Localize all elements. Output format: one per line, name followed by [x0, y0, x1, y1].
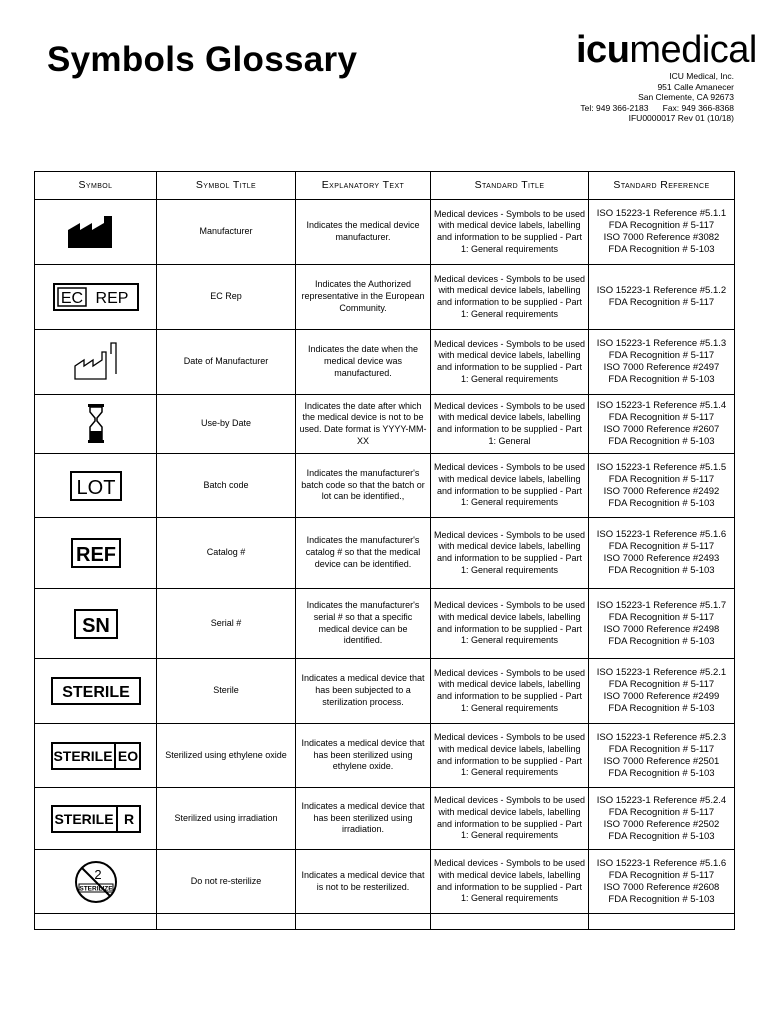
reference-line: ISO 7000 Reference #2607: [603, 424, 720, 435]
logo-text-medical: medical: [629, 29, 757, 71]
reference-line: FDA Recognition # 5-103: [608, 703, 715, 714]
standard-title: Medical devices - Symbols to be used with medical device labels, labelling and information to be supplied - Part 1: General requirements: [431, 850, 589, 914]
column-header-standard-reference: Standard Reference: [589, 172, 735, 200]
symbol-title: Sterile: [157, 659, 296, 724]
symbol-cell: [35, 850, 157, 914]
reference-line: FDA Recognition # 5-117: [608, 541, 715, 552]
standard-reference: [589, 659, 735, 724]
standard-reference: [589, 200, 735, 265]
explanatory-text: Indicates a medical device that is not to be resterilized.: [296, 850, 431, 914]
reference-line: ISO 15223-1 Reference #5.2.1: [596, 667, 727, 678]
sterilize-text: STERILIZE: [78, 885, 113, 892]
sterile-eo-icon: [51, 742, 141, 770]
address-line: IFU0000017 Rev 01 (10/18): [628, 113, 734, 123]
sterile-r-icon: [51, 805, 141, 833]
reference-line: FDA Recognition # 5-117: [608, 611, 715, 623]
lot-icon-text: LOT: [76, 476, 115, 499]
symbol-cell: [35, 330, 157, 395]
explanatory-text: Indicates the Authorized representative in the European Community.: [296, 265, 431, 330]
reference-line: ISO 7000 Reference #3082: [603, 232, 720, 243]
empty-cell: [296, 914, 431, 930]
empty-cell: [589, 914, 735, 930]
standard-title: Medical devices - Symbols to be used with medical device labels, labelling and information to be supplied - Part 1: General: [431, 395, 589, 454]
sn-icon-text: SN: [81, 614, 110, 637]
sterile-eo-text: STERILE: [52, 747, 113, 764]
use-by-date-icon: [86, 403, 106, 445]
symbol-cell: [35, 518, 157, 589]
reference-line: FDA Recognition # 5-103: [608, 436, 715, 447]
reference-line: ISO 15223-1 Reference #5.1.7: [596, 599, 727, 611]
standard-reference: [589, 850, 735, 914]
reference-line: ISO 7000 Reference #2608: [603, 881, 720, 893]
standard-reference: [589, 788, 735, 850]
reference-line: ISO 7000 Reference #2492: [603, 485, 720, 497]
ref-icon-text: REF: [75, 544, 116, 566]
reference-line: FDA Recognition # 5-103: [608, 893, 715, 905]
table-row: [35, 200, 735, 265]
do-not-resterilize-icon: [73, 859, 119, 905]
address-line: Tel: 949 366-2183 Fax: 949 366-8368: [580, 102, 734, 113]
table-row: [35, 330, 735, 395]
standard-title: Medical devices - Symbols to be used with medical device labels, labelling and information to be supplied - Part 1: General requirements: [431, 659, 589, 724]
reference-line: FDA Recognition # 5-117: [608, 679, 715, 690]
explanatory-text: Indicates the medical device manufacturer.: [296, 200, 431, 265]
date-of-manufacture-icon: [73, 342, 119, 382]
reference-line: FDA Recognition # 5-117: [608, 869, 715, 881]
reference-line: FDA Recognition # 5-103: [608, 565, 715, 576]
table-row: [35, 788, 735, 850]
reference-line: FDA Recognition # 5-103: [608, 244, 715, 255]
standard-reference: [589, 454, 735, 518]
ec-text: EC: [60, 290, 83, 307]
reference-line: ISO 15223-1 Reference #5.1.2: [596, 285, 727, 296]
reference-line: FDA Recognition # 5-103: [608, 767, 715, 779]
reference-line: FDA Recognition # 5-117: [608, 412, 715, 423]
explanatory-text: Indicates a medical device that has been subjected to a sterilization process.: [296, 659, 431, 724]
explanatory-text: Indicates the date when the medical device was manufactured.: [296, 330, 431, 395]
reference-line: ISO 15223-1 Reference #5.1.6: [596, 857, 727, 869]
standard-title: Medical devices - Symbols to be used with medical device labels, labelling and information to be supplied - Part 1: General requirements: [431, 724, 589, 788]
reference-line: FDA Recognition # 5-117: [608, 743, 715, 755]
standard-reference: [589, 518, 735, 589]
standard-title: Medical devices - Symbols to be used with medical device labels, labelling and information to be supplied - Part 1: General requirements: [431, 330, 589, 395]
reference-line: ISO 7000 Reference #2497: [603, 362, 720, 373]
explanatory-text: Indicates the date after which the medical device is not to be used. Date format is YYYY-MM-XX: [296, 395, 431, 454]
reference-line: FDA Recognition # 5-117: [608, 473, 715, 485]
symbol-title: Serial #: [157, 589, 296, 659]
table-row: [35, 724, 735, 788]
address-line: 951 Calle Amanecer: [657, 81, 734, 92]
empty-cell: [431, 914, 589, 930]
reference-line: ISO 7000 Reference #2493: [603, 553, 720, 564]
table-header-row: [35, 172, 735, 200]
reference-line: ISO 15223-1 Reference #5.1.4: [596, 400, 727, 411]
address-line: San Clemente, CA 92673: [638, 92, 734, 102]
sn-icon: [74, 609, 118, 639]
reference-line: FDA Recognition # 5-103: [608, 635, 715, 647]
reference-line: FDA Recognition # 5-117: [608, 806, 715, 818]
reference-line: FDA Recognition # 5-117: [608, 350, 715, 361]
symbol-cell: [35, 724, 157, 788]
standard-title: Medical devices - Symbols to be used with medical device labels, labelling and information to be supplied - Part 1: General requirements: [431, 200, 589, 265]
reference-line: ISO 15223-1 Reference #5.1.6: [596, 529, 727, 540]
explanatory-text: Indicates the manufacturer's batch code so that the batch or lot can be identified.,: [296, 454, 431, 518]
symbol-title: Date of Manufacturer: [157, 330, 296, 395]
symbol-title: Catalog #: [157, 518, 296, 589]
reference-line: ISO 7000 Reference #2498: [603, 623, 720, 635]
standard-reference: [589, 589, 735, 659]
column-header-standard-title: Standard Title: [431, 172, 589, 200]
column-header-symbol: Symbol: [35, 172, 157, 200]
table-row: [35, 850, 735, 914]
address-line: ICU Medical, Inc.: [669, 71, 734, 81]
empty-cell: [157, 914, 296, 930]
reference-line: FDA Recognition # 5-117: [608, 220, 715, 231]
sterile-icon-text: STERILE: [61, 684, 130, 701]
company-logo: [576, 30, 757, 70]
symbol-title: Sterilized using irradiation: [157, 788, 296, 850]
reference-line: FDA Recognition # 5-117: [608, 297, 715, 308]
resterilize-number-text: 2: [93, 866, 102, 882]
symbol-cell: [35, 200, 157, 265]
empty-cell: [35, 914, 157, 930]
column-header-explanatory-text: Explanatory Text: [296, 172, 431, 200]
ref-icon: [71, 538, 121, 568]
rep-text: REP: [95, 290, 128, 307]
sterile-icon: [51, 677, 141, 705]
table-row-empty: [35, 914, 735, 930]
reference-line: ISO 15223-1 Reference #5.2.4: [596, 794, 727, 806]
symbol-title: Manufacturer: [157, 200, 296, 265]
column-header-symbol-title: Symbol Title: [157, 172, 296, 200]
reference-line: ISO 15223-1 Reference #5.1.3: [596, 338, 727, 349]
reference-line: FDA Recognition # 5-103: [608, 830, 715, 842]
standard-reference: [589, 265, 735, 330]
r-text: R: [123, 810, 134, 827]
reference-line: ISO 15223-1 Reference #5.2.3: [596, 731, 727, 743]
explanatory-text: Indicates the manufacturer's serial # so that a specific medical device can be identified.: [296, 589, 431, 659]
table-row: [35, 454, 735, 518]
standard-title: Medical devices - Symbols to be used with medical device labels, labelling and information to be supplied - Part 1: General requirements: [431, 788, 589, 850]
reference-line: ISO 7000 Reference #2502: [603, 818, 720, 830]
symbol-title: Batch code: [157, 454, 296, 518]
standard-reference: [589, 395, 735, 454]
standard-title: Medical devices - Symbols to be used with medical device labels, labelling and information to be supplied - Part 1: General requirements: [431, 518, 589, 589]
reference-line: FDA Recognition # 5-103: [608, 374, 715, 385]
symbols-table: [34, 171, 735, 930]
standard-reference: [589, 724, 735, 788]
page-title: Symbols Glossary: [47, 40, 358, 79]
manufacturer-icon: [66, 214, 126, 250]
explanatory-text: Indicates a medical device that has been sterilized using irradiation.: [296, 788, 431, 850]
standard-title: Medical devices - Symbols to be used with medical device labels, labelling and information to be supplied - Part 1: General requirements: [431, 589, 589, 659]
symbol-cell: [35, 265, 157, 330]
eo-text: EO: [117, 747, 138, 764]
reference-line: ISO 7000 Reference #2499: [603, 691, 720, 702]
reference-line: ISO 7000 Reference #2501: [603, 755, 720, 767]
table-row: [35, 659, 735, 724]
symbol-cell: [35, 659, 157, 724]
table-row: [35, 518, 735, 589]
table-row: [35, 589, 735, 659]
symbol-cell: [35, 589, 157, 659]
reference-line: ISO 15223-1 Reference #5.1.5: [596, 461, 727, 473]
table-row: [35, 395, 735, 454]
company-address: [580, 71, 734, 124]
explanatory-text: Indicates a medical device that has been sterilized using ethylene oxide.: [296, 724, 431, 788]
ec-rep-icon: [53, 283, 139, 311]
explanatory-text: Indicates the manufacturer's catalog # so that the medical device can be identified.: [296, 518, 431, 589]
standard-title: Medical devices - Symbols to be used with medical device labels, labelling and information to be supplied - Part 1: General requirements: [431, 265, 589, 330]
symbol-title: Sterilized using ethylene oxide: [157, 724, 296, 788]
symbol-title: Use-by Date: [157, 395, 296, 454]
sterile-r-text: STERILE: [53, 810, 114, 827]
reference-line: ISO 15223-1 Reference #5.1.1: [596, 208, 727, 219]
logo-text-icu: icu: [576, 29, 630, 71]
standard-title: Medical devices - Symbols to be used with medical device labels, labelling and information to be supplied - Part 1: General requirements: [431, 454, 589, 518]
symbol-cell: [35, 788, 157, 850]
reference-line: FDA Recognition # 5-103: [608, 497, 715, 509]
symbol-title: Do not re-sterilize: [157, 850, 296, 914]
symbol-cell: [35, 395, 157, 454]
lot-icon: [70, 471, 122, 501]
standard-reference: [589, 330, 735, 395]
symbol-title: EC Rep: [157, 265, 296, 330]
symbol-cell: [35, 454, 157, 518]
table-row: [35, 265, 735, 330]
